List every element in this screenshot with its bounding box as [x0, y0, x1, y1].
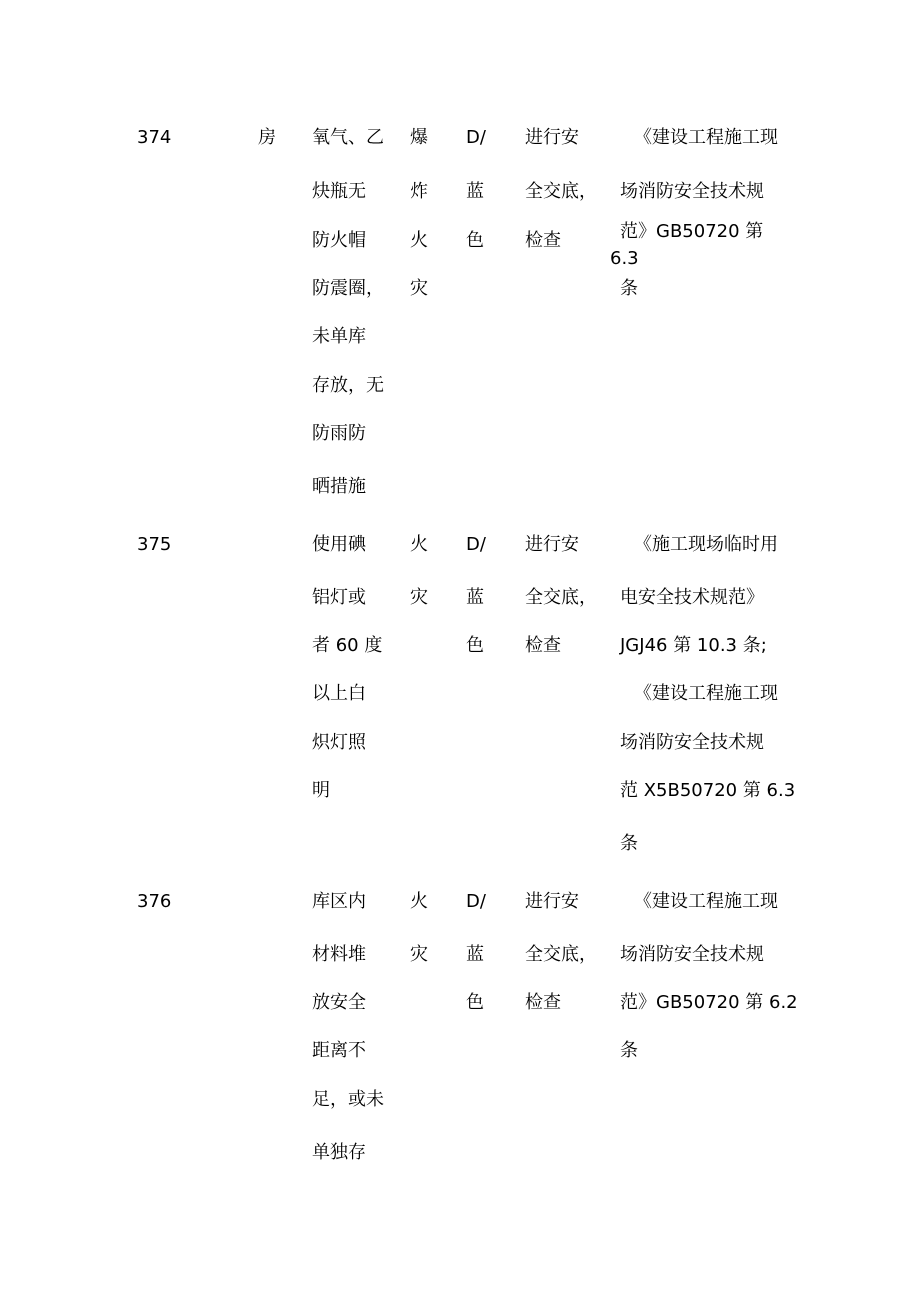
location-cell: 房	[258, 127, 276, 148]
row-number: 375	[137, 534, 172, 555]
row-number: 374	[137, 127, 172, 148]
row-number: 376	[137, 891, 172, 912]
